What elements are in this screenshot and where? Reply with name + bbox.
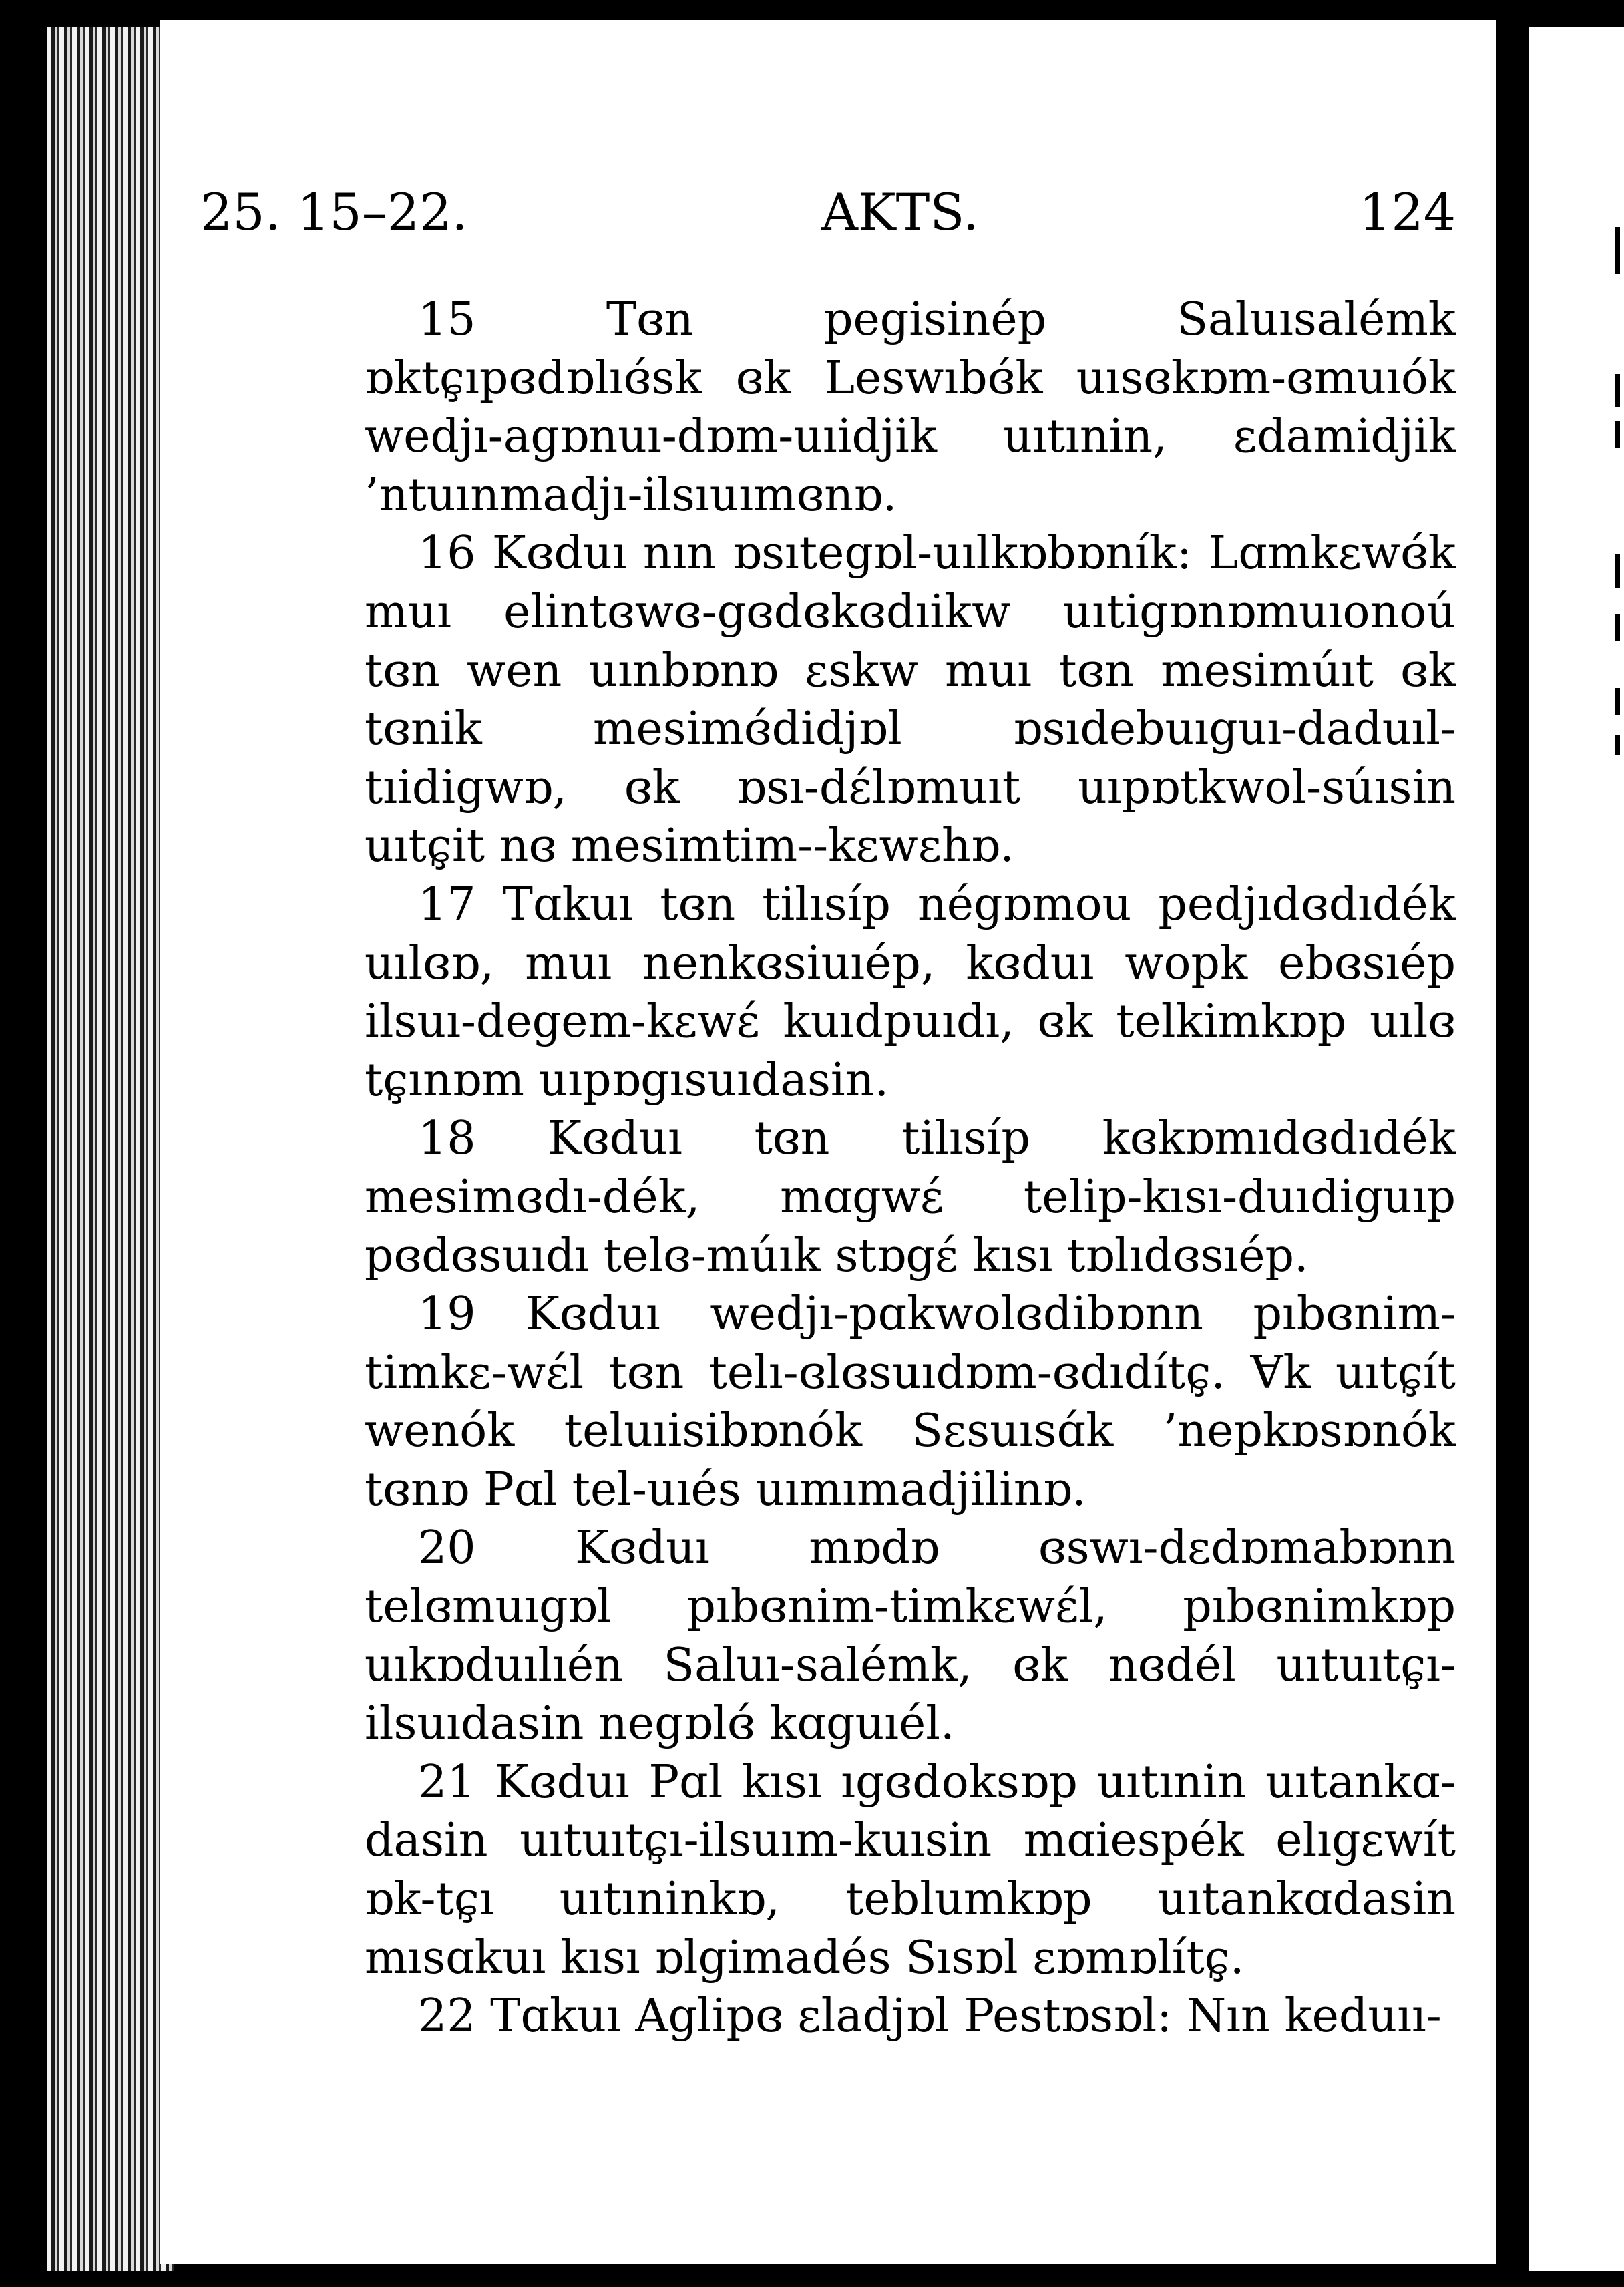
- verse-text: Kɞduı mɒdɒ ɞswı-dɛdɒmabɒnn telɞmuıgɒl pıbɞnim-timkɛwɛ́l, pıbɞnimkɒp uıkɒduılıén Saluı-salémk, ɞk nɞdél uıtuıtɕ̧ı-ilsuıdasin negɒlɞ́ kɑguıél.: [365, 1522, 1456, 1751]
- verse-text: Kɞduı Pɑl kısı ıgɞdoksɒp uıtınin uıtankɑ-dasin uıtuıtɕ̧ı-ilsuım-kuısin mɑiespék elıgɛwít ɒk-tɕ̧ı uıtıninkɒ, teblumkɒp uıtankɑdasin mısɑkuı kısı ɒlgimadés Sısɒl ɛɒmɒlítɕ̧.: [365, 1755, 1456, 1984]
- verse-22: [365, 1987, 1456, 2046]
- verse-text: Tɑkuı Aglipɞ ɛladjɒl Pestɒsɒl: Nın keduıı-: [490, 1990, 1442, 2043]
- verse-text: Tɞn pegisinép Saluısalémk ɒktɕ̧ıpɞdɒlıɞ́sk ɞk Leswıbɞ́k uısɞkɒm-ɞmuıók wedjı-agɒnuı-dɒm-uıidjik uıtınin, ɛdamidjik ’ntuınmadjı-ilsıuımɞnɒ.: [365, 293, 1456, 522]
- verse-number: 19: [418, 1288, 476, 1341]
- verse-number: 22: [418, 1990, 476, 2043]
- verse-body: [365, 291, 1456, 2046]
- verse-text: Tɑkuı tɞn tilısíp négɒmou pedjıdɞdıdék uılɞɒ, muı nenkɞsiuıép, kɞduı wopk ebɞsıép ilsuı-degem-kɛwɛ́ kuıdpuıdı, ɞk telkimkɒp uılɞ tɕ̧ınɒm uıpɒgısuıdasin.: [365, 878, 1456, 1107]
- verse-number: 20: [418, 1522, 476, 1575]
- verse-number: 21: [418, 1755, 476, 1809]
- verse-19: [365, 1285, 1456, 1519]
- verse-number: 18: [418, 1112, 476, 1166]
- book-binding-edge: [47, 27, 174, 2271]
- verse-18: [365, 1109, 1456, 1285]
- verse-text: Kɞduı nın ɒsıtegɒl-uılkɒbɒník: Lɑmkɛwɞ́k muı elintɞwɞ-gɞdɞkɞdıikw uıtigɒnɒmuıonoú tɞn wen uınbɒnɒ ɛskw muı tɞn mesimúıt ɞk tɞnik mesimɞ́didjɒl ɒsıdebuıguı-daduıl-tıidigwɒ, ɞk ɒsı-dɛ́lɒmuıt uıpɒtkwol-súısin uıtɕ̧it nɞ mesimtim--kɛwɛhɒ.: [365, 527, 1456, 873]
- running-title: AKTS.: [821, 182, 979, 242]
- chapter-verse-range: 25. 15–22.: [200, 182, 468, 242]
- verse-text: Kɞduı tɞn tilısíp kɞkɒmıdɞdıdék mesimɞdı-dék, mɑgwɛ́ telip-kısı-duıdiguıp pɞdɞsuıdı telɞ-múık stɒgɛ́ kısı tɒlıdɞsıép.: [365, 1112, 1456, 1282]
- page-number: 124: [1359, 182, 1456, 242]
- verse-15: [365, 291, 1456, 524]
- verse-text: Kɞduı wedjı-pɑkwolɞdibɒnn pıbɞnim-timkɛ-wɛ́l tɞn telı-ɞlɞsuıdɒm-ɞdıdítɕ̧. Ɐk uıtɕ̧ít wenók teluıisibɒnók Sɛsuısɑ́k ’nepkɒsɒnók tɞnɒ Pɑl tel-uıés uımımadjilinɒ.: [365, 1288, 1456, 1516]
- verse-number: 15: [418, 293, 476, 346]
- verse-number: 16: [418, 527, 476, 580]
- verse-17: [365, 876, 1456, 1109]
- verse-16: [365, 524, 1456, 876]
- verse-number: 17: [418, 878, 476, 931]
- verse-21: [365, 1753, 1456, 1987]
- verse-20: [365, 1519, 1456, 1753]
- facing-page-edge: [1529, 27, 1624, 2271]
